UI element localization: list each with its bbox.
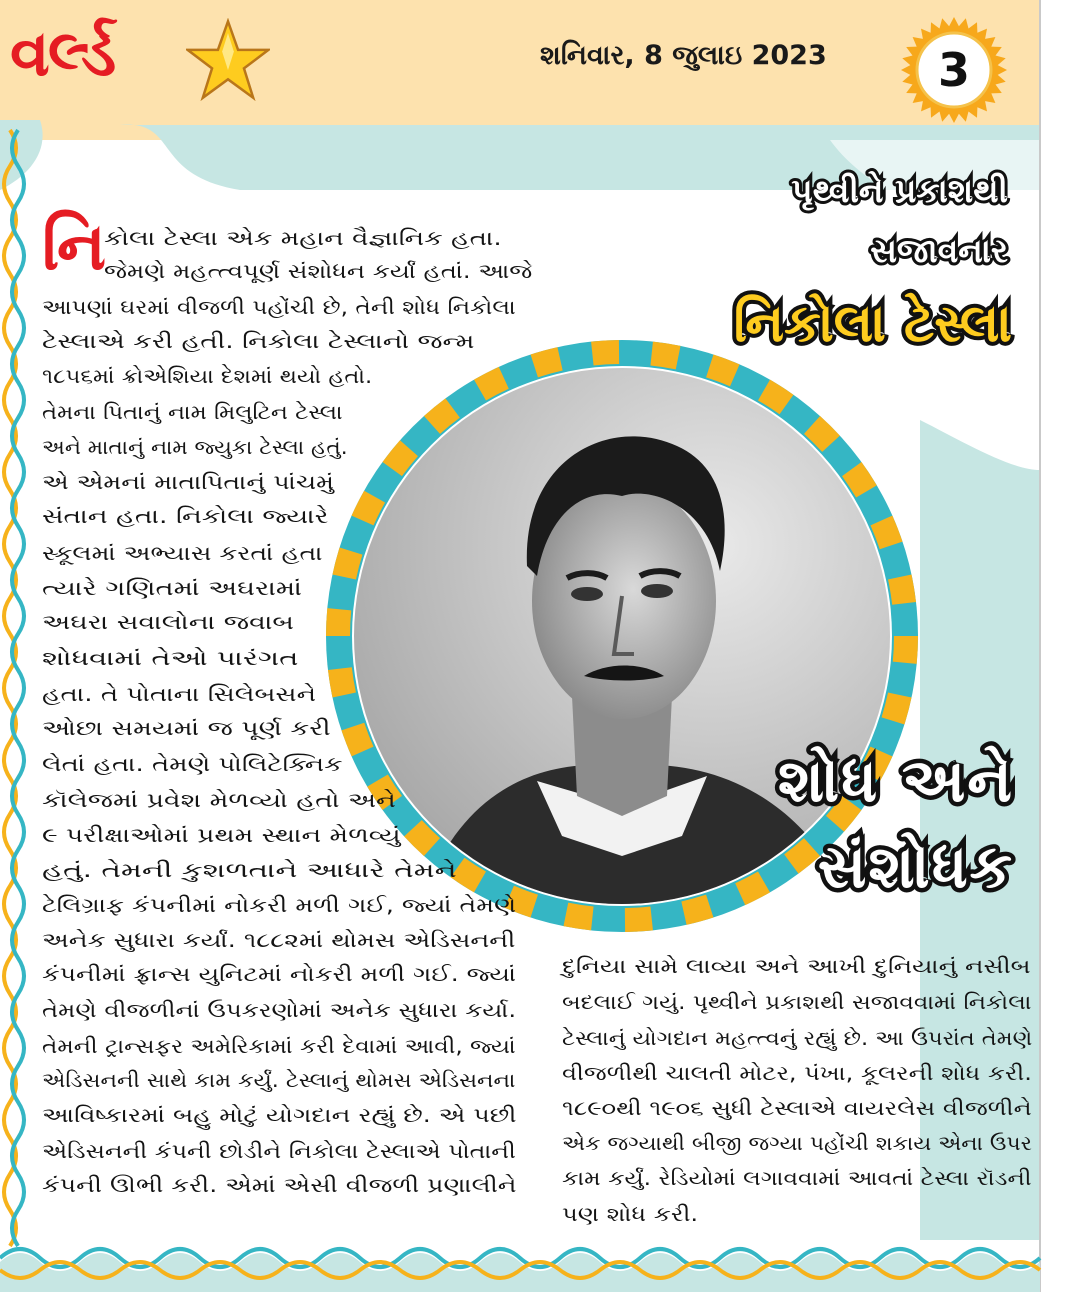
article-line-right: દુનિયા સામે લાવ્યા અને આખી દુનિયાનું નસીબ [562,954,1031,978]
article-line-left: હતું. તેમની કુશળતાને આધારે તેમને [42,858,457,882]
ring-segment [328,667,356,697]
headline-name: નિકોલા ટેસ્લા [733,294,1012,354]
article-line-right: કામ કર્યું. રેડિયોમાં લગાવવામાં આવતાં ટેસ્લા રૉડની [562,1166,1032,1190]
article-line-left: ત્યારે ગણિતમાં અઘરામાં [42,576,302,600]
article-line-left: આવિષ્કારમાં બહુ મોટું યોગદાન રહ્યું છે. એ પછી [42,1103,517,1127]
headline-kicker-line1: પૃથ્વીને પ્રકાશથી [791,171,1008,210]
article-line-left: અનેક સુધારા કર્યાં. ૧૮૮૨માં થોમસ એડિસનની [42,928,516,952]
article-line-right: વીજળીથી ચાલતી મોટર, પંખા, કૂલરની શોધ કરી. [562,1061,1032,1085]
article-line-right: બદલાઈ ગયું. પૃથ્વીને પ્રકાશથી સજાવવામાં નિકોલા [562,990,1032,1014]
ring-segment [625,907,653,932]
article-line-left: તેમના પિતાનું નામ મિલુટિન ટેસ્લા [42,400,343,424]
article-line-left: લેતાં હતા. તેમણે પોલિટેક્નિક [42,752,343,776]
article-line-left: જેમણે મહત્ત્વપૂર્ણ સંશોધન કર્યાં હતાં. આજે [104,259,533,283]
article-line-left: હતા. તે પોતાના સિલેબસને [42,682,317,706]
article-line-left: શોધવામાં તેઓ પારંગત [42,646,299,670]
wash-highlight [830,140,1040,300]
article-line-left: ૯ પરીક્ષાઓમાં પ્રથમ સ્થાન મેળવ્યું [42,823,401,847]
brand-logo: વર્લ્ડ [10,17,115,91]
article-line-left: ૧૮૫૬માં ક્રોએશિયા દેશમાં થયો હતો. [42,364,373,388]
article-line-left: ટેસ્લાએ કરી હતી. નિકોલા ટેસ્લાનો જન્મ [42,329,475,353]
article-line-left: કૉલેજમાં પ્રવેશ મેળવ્યો હતો અને [42,788,396,812]
ring-segment [893,636,918,664]
article-line-left: કંપની ઊભી કરી. એમાં એસી વીજળી પ્રણાલીને [42,1173,517,1197]
issue-date: શનિવાર, 8 જુલાઇ 2023 [540,40,827,71]
article-line-left: ઓછા સમયમાં જ પૂર્ણ કરી [42,716,331,740]
article-line-right: એક જગ્યાથી બીજી જગ્યા પહોંચી શકાય એના ઉપર [562,1131,1032,1155]
article-line-left: તેમની ટ્રાન્સફર અમેરિકામાં કરી દેવામાં આવી, જ્યાં [42,1034,516,1058]
page-margin-right [1040,0,1080,1292]
article-line-left: એ એમનાં માતાપિતાનું પાંચમું [42,470,334,494]
article-line-right: પણ શોધ કરી. [562,1202,699,1226]
article-line-left: ટેલિગ્રાફ કંપનીમાં નોકરી મળી ગઈ, જ્યાં તેમણે [42,893,517,917]
ring-segment [326,608,351,636]
article-line-left: સ્કૂલમાં અભ્યાસ કરતાં હતા [42,541,323,565]
article-line-right: ટેસ્લાનું યોગદાન મહત્ત્વનું રહ્યું છે. આ ઉપરાંત તેમણે [562,1026,1033,1050]
article-line-left: સંતાન હતા. નિકોલા જ્યારે [42,504,329,528]
star-icon [186,18,270,102]
article-line-right: ૧૮૯૦થી ૧૯૦૬ સુધી ટેસ્લાએ વાયરલેસ વીજળીને [562,1096,1032,1120]
article-line-left: આપણાં ઘરમાં વીજળી પહોંચી છે, તેની શોધ નિકોલા [42,295,516,319]
article-line-left: એડિસનની સાથે કામ કર્યું. ટેસ્લાનું થોમસ એડિસનના [42,1068,516,1092]
headline-kicker-line2: સજાવનાર [870,231,1008,270]
page-number: 3 [937,43,970,97]
ring-segment [591,340,619,365]
ring-segment [888,574,916,604]
article-line-left: કોલા ટેસ્લા એક મહાન વૈજ્ઞાનિક હતા. [104,226,502,250]
header-band [0,0,1040,140]
ring-segment [563,903,593,931]
article-line-left: કંપનીમાં ફ્રાન્સ યુનિટમાં નોકરી મળી ગઈ. જ્યાં [42,962,517,986]
article-line-left: તેમણે વીજળીનાં ઉપકરણોમાં અનેક સુધારા કર્યા. [42,998,517,1022]
article-line-left: અને માતાનું નામ જ્યુકા ટેસ્લા હતું. [42,435,348,459]
ring-segment [650,342,680,370]
subtitle-line2: સંશોધક [817,832,1014,902]
article-line-left: એડિસનની કંપની છોડીને નિકોલા ટેસ્લાએ પોતાની [42,1139,516,1163]
article-line-left: અઘરા સવાલોના જવાબ [42,610,294,634]
subtitle-line1: શોધ અને [777,746,1014,816]
left-wave-border-2 [12,130,24,1246]
article-dropcap: નિ [42,208,107,285]
